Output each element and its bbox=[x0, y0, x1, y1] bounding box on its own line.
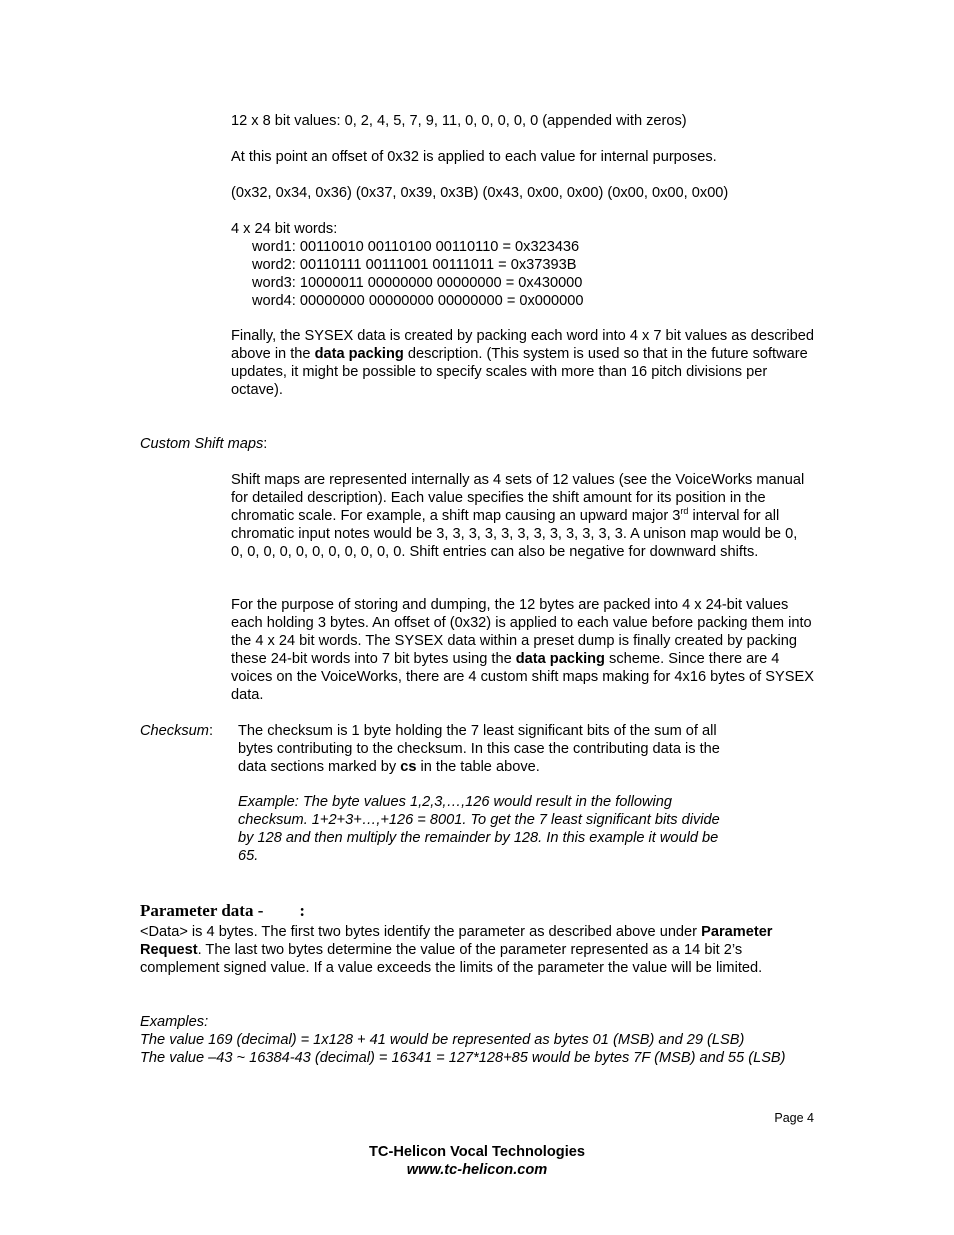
finally-paragraph: Finally, the SYSEX data is created by packing each word into 4 x 7 bit values as described above in the data packing description. (This system is used so that in the future software updates, it might be possible to specify scales with more than 16 pitch divisions per octave). bbox=[231, 328, 814, 398]
parameter-paragraph: <Data> is 4 bytes. The first two bytes identify the parameter as described above under Parameter Request. The last two bytes determine the value of the parameter represented as a 14 bit 2’s complement signed value. If a value exceeds the limits of the parameter the value will be limited. bbox=[140, 924, 773, 976]
example-1: The value 169 (decimal) = 1x128 + 41 would be represented as bytes 01 (MSB) and 29 (LSB) bbox=[140, 1032, 745, 1048]
page-number: Page 4 bbox=[774, 1111, 814, 1125]
shift-map-paragraph-1: Shift maps are represented internally as 4 sets of 12 values (see the VoiceWorks manual for detailed description). Each value specifies the shift amount for its position in the chromatic scale. For example, a shift map causing an upward major 3rd interval for all chromatic input notes would be 3, 3, 3, 3, 3, 3, 3, 3, 3, 3, 3, 3. A unison map would be 0, 0, 0, 0, 0, 0, 0, 0, 0, 0, 0, 0. Shift entries can also be negative for downward shifts. bbox=[231, 472, 805, 560]
example-2: The value –43 ~ 16384-43 (decimal) = 16341 = 127*128+85 would be bytes 7F (MSB) and 55 (LSB) bbox=[140, 1050, 786, 1066]
custom-shift-label: Custom Shift maps: bbox=[140, 436, 268, 452]
parameter-heading: Parameter data - : bbox=[140, 901, 306, 920]
values-line: 12 x 8 bit values: 0, 2, 4, 5, 7, 9, 11, 0, 0, 0, 0, 0 (appended with zeros) bbox=[231, 113, 687, 129]
footer-company: TC-Helicon Vocal Technologies bbox=[369, 1144, 585, 1160]
checksum-example: Example: The byte values 1,2,3,…,126 would result in the following checksum. 1+2+3+…,+126 = 8001. To get the 7 least significant bits divide by 128 and then multiply the remainder by 128. In this example it would be 65. bbox=[238, 794, 720, 864]
parameter-request-term: Parameter Request bbox=[140, 924, 773, 958]
data-packing-term: data packing bbox=[314, 346, 404, 362]
hex-values-line: (0x32, 0x34, 0x36) (0x37, 0x39, 0x3B) (0x43, 0x00, 0x00) (0x00, 0x00, 0x00) bbox=[231, 185, 729, 201]
word-row: word1: 00110010 00110100 00110110 = 0x323436 bbox=[252, 239, 580, 255]
footer-website: www.tc-helicon.com bbox=[406, 1162, 548, 1178]
word-row: word3: 10000011 00000000 00000000 = 0x430000 bbox=[252, 275, 583, 291]
words-block bbox=[231, 220, 821, 310]
checksum-label: Checksum: bbox=[140, 723, 213, 739]
checksum-text: The checksum is 1 byte holding the 7 least significant bits of the sum of all bytes contributing to the checksum. In this case the contributing data is the data sections marked by cs in the table above. bbox=[238, 723, 720, 775]
word-row: word2: 00110111 00111001 00111011 = 0x37393B bbox=[252, 257, 577, 273]
offset-line: At this point an offset of 0x32 is applied to each value for internal purposes. bbox=[231, 149, 717, 165]
cs-term: cs bbox=[400, 759, 417, 775]
words-heading: 4 x 24 bit words: bbox=[231, 221, 338, 237]
word-row: word4: 00000000 00000000 00000000 = 0x000000 bbox=[252, 293, 584, 309]
examples-label: Examples: bbox=[140, 1014, 209, 1030]
shift-map-paragraph-2: For the purpose of storing and dumping, the 12 bytes are packed into 4 x 24-bit values each holding 3 bytes. An offset of (0x32) is applied to each value before packing them into the 4 x 24 bit words. The SYSEX data within a preset dump is finally created by packing these 24-bit words into 7 bit bytes using the data packing scheme. Since there are 4 voices on the VoiceWorks, there are 4 custom shift maps making for 4x16 bytes of SYSEX data. bbox=[231, 597, 814, 703]
data-packing-term: data packing bbox=[515, 651, 605, 667]
examples-block bbox=[140, 1013, 810, 1067]
